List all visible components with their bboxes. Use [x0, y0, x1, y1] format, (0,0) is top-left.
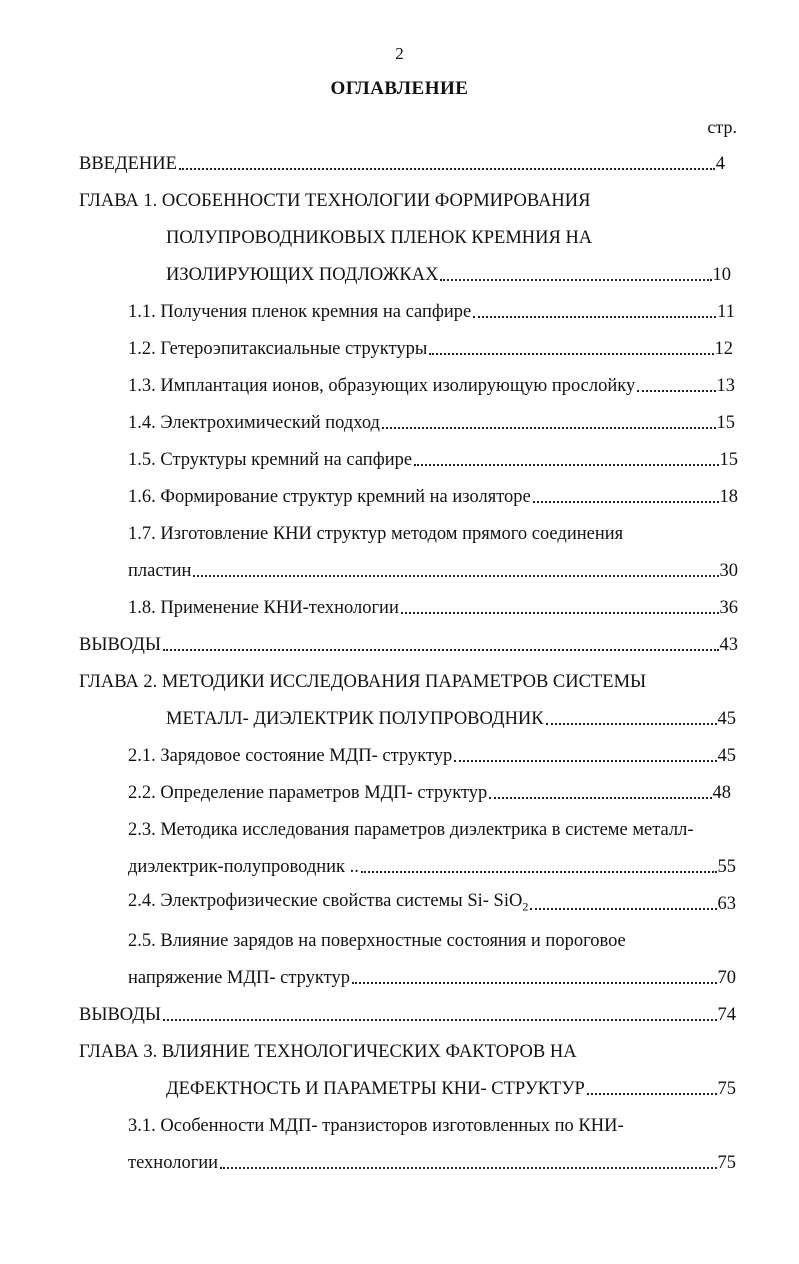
toc-entry-1-7	[128, 546, 738, 582]
toc-entry-text: ДЕФЕКТНОСТЬ И ПАРАМЕТРЫ КНИ- СТРУКТУР	[166, 1079, 585, 1099]
toc-entry-text: ВЫВОДЫ	[79, 1005, 162, 1025]
toc-entry-intro	[79, 139, 725, 175]
toc-page-number: 18	[719, 487, 738, 507]
toc-page-number: 15	[719, 450, 738, 470]
toc-page-number: 30	[719, 561, 738, 581]
toc-entry-2-4	[128, 879, 736, 915]
toc-entry-text: 1.4. Электрохимический подход	[128, 413, 380, 433]
toc-page-number: 55	[717, 857, 736, 877]
toc-page-number: 36	[719, 598, 738, 618]
toc-entry-2-5	[128, 953, 736, 989]
toc-entry-text: пластин	[128, 561, 192, 581]
toc-entry-chapter-2-conclusions	[79, 990, 736, 1026]
toc-entry-chapter-2	[166, 694, 736, 730]
page-column-label: стр.	[707, 117, 737, 137]
dot-leader	[587, 1093, 717, 1095]
toc-entry-3-1	[128, 1138, 736, 1174]
toc-page-number: 45	[717, 746, 736, 766]
toc-page-number: 48	[712, 783, 731, 803]
toc-page-number: 74	[717, 1005, 736, 1025]
dot-leader	[401, 612, 719, 614]
toc-page-number: 4	[715, 154, 725, 174]
dot-leader	[489, 797, 711, 799]
subscript-2: 2	[522, 900, 529, 914]
dot-leader	[546, 723, 717, 725]
toc-entry-text: МЕТАЛЛ- ДИЭЛЕКТРИК ПОЛУПРОВОДНИК	[166, 709, 544, 729]
toc-page-number: 45	[717, 709, 736, 729]
toc-entry-1-6	[128, 472, 738, 508]
toc-entry-text: 1.2. Гетероэпитаксиальные структуры	[128, 339, 428, 359]
chapter-3-heading-line-1: ГЛАВА 3. ВЛИЯНИЕ ТЕХНОЛОГИЧЕСКИХ ФАКТОРОВ НА	[79, 1042, 577, 1062]
toc-page-number: 10	[712, 265, 731, 285]
toc-page-number: 13	[716, 376, 735, 396]
dot-leader	[414, 464, 718, 466]
dot-leader	[473, 316, 716, 318]
toc-entry-1-4	[128, 398, 735, 434]
toc-entry-text: диэлектрик-полупроводник ..	[128, 857, 359, 877]
toc-page-number: 63	[717, 894, 736, 914]
page-title: ОГЛАВЛЕНИЕ	[330, 78, 469, 99]
toc-entry-1-1	[128, 287, 735, 323]
dot-leader	[163, 649, 718, 651]
dot-leader	[361, 871, 717, 873]
dot-leader	[440, 279, 711, 281]
dot-leader	[429, 353, 713, 355]
dot-leader	[163, 1019, 716, 1021]
dot-leader	[220, 1167, 716, 1169]
toc-entry-chapter-1	[166, 250, 731, 286]
toc-page-number: 75	[717, 1079, 736, 1099]
toc-page-number: 43	[719, 635, 738, 655]
toc-entry-text	[128, 891, 528, 915]
toc-entry-1-7-line-1: 1.7. Изготовление КНИ структур методом прямого соединения	[128, 524, 624, 544]
dot-leader	[637, 390, 715, 392]
chapter-2-heading-line-1: ГЛАВА 2. МЕТОДИКИ ИССЛЕДОВАНИЯ ПАРАМЕТРОВ СИСТЕМЫ	[79, 672, 647, 692]
toc-page-number: 75	[717, 1153, 736, 1173]
dot-leader	[530, 908, 716, 910]
toc-page-number: 12	[714, 339, 733, 359]
toc-entry-2-3	[128, 842, 736, 878]
toc-page-number: 11	[717, 302, 735, 322]
page-number: 2	[395, 44, 404, 63]
dot-leader	[533, 501, 719, 503]
dot-leader	[179, 168, 715, 170]
toc-entry-text: 2.1. Зарядовое состояние МДП- структур	[128, 746, 453, 766]
toc-entry-text: 1.6. Формирование структур кремний на изоляторе	[128, 487, 531, 507]
toc-entry-1-2	[128, 324, 733, 360]
dot-leader	[382, 427, 716, 429]
toc-entry-text: 1.3. Имплантация ионов, образующих изолирующую прослойку	[128, 376, 636, 396]
toc-entry-text: ИЗОЛИРУЮЩИХ ПОДЛОЖКАХ	[166, 265, 439, 285]
toc-entry-chapter-3	[166, 1064, 736, 1100]
chapter-1-heading-line-2: ПОЛУПРОВОДНИКОВЫХ ПЛЕНОК КРЕМНИЯ НА	[166, 228, 593, 248]
toc-entry-1-5	[128, 435, 738, 471]
toc-entry-chapter-1-conclusions	[79, 620, 738, 656]
toc-entry-1-8	[128, 583, 738, 619]
toc-entry-text: ВЫВОДЫ	[79, 635, 162, 655]
toc-entry-2-1	[128, 731, 736, 767]
toc-page-number: 70	[717, 968, 736, 988]
toc-entry-1-3	[128, 361, 735, 397]
toc-entry-text: технологии	[128, 1153, 219, 1173]
toc-entry-text: 1.1. Получения пленок кремния на сапфире	[128, 302, 472, 322]
chapter-1-heading-line-1: ГЛАВА 1. ОСОБЕННОСТИ ТЕХНОЛОГИИ ФОРМИРОВАНИЯ	[79, 191, 591, 211]
toc-page-number: 15	[716, 413, 735, 433]
toc-entry-text: 1.8. Применение КНИ-технологии	[128, 598, 399, 618]
toc-entry-text-main: 2.4. Электрофизические свойства системы Si- SiO	[128, 891, 523, 912]
dot-leader	[352, 982, 717, 984]
toc-entry-2-3-line-1: 2.3. Методика исследования параметров диэлектрика в системе металл-	[128, 820, 694, 840]
toc-entry-text: напряжение МДП- структур	[128, 968, 350, 988]
toc-entry-3-1-line-1: 3.1. Особенности МДП- транзисторов изготовленных по КНИ-	[128, 1116, 624, 1136]
toc-entry-2-2	[128, 768, 731, 804]
toc-entry-text: ВВЕДЕНИЕ	[79, 154, 177, 174]
toc-entry-text: 2.2. Определение параметров МДП- структур	[128, 783, 488, 803]
toc-entry-text: 1.5. Структуры кремний на сапфире	[128, 450, 413, 470]
dot-leader	[454, 760, 716, 762]
dot-leader	[193, 575, 718, 577]
toc-entry-2-5-line-1: 2.5. Влияние зарядов на поверхностные состояния и пороговое	[128, 931, 626, 951]
